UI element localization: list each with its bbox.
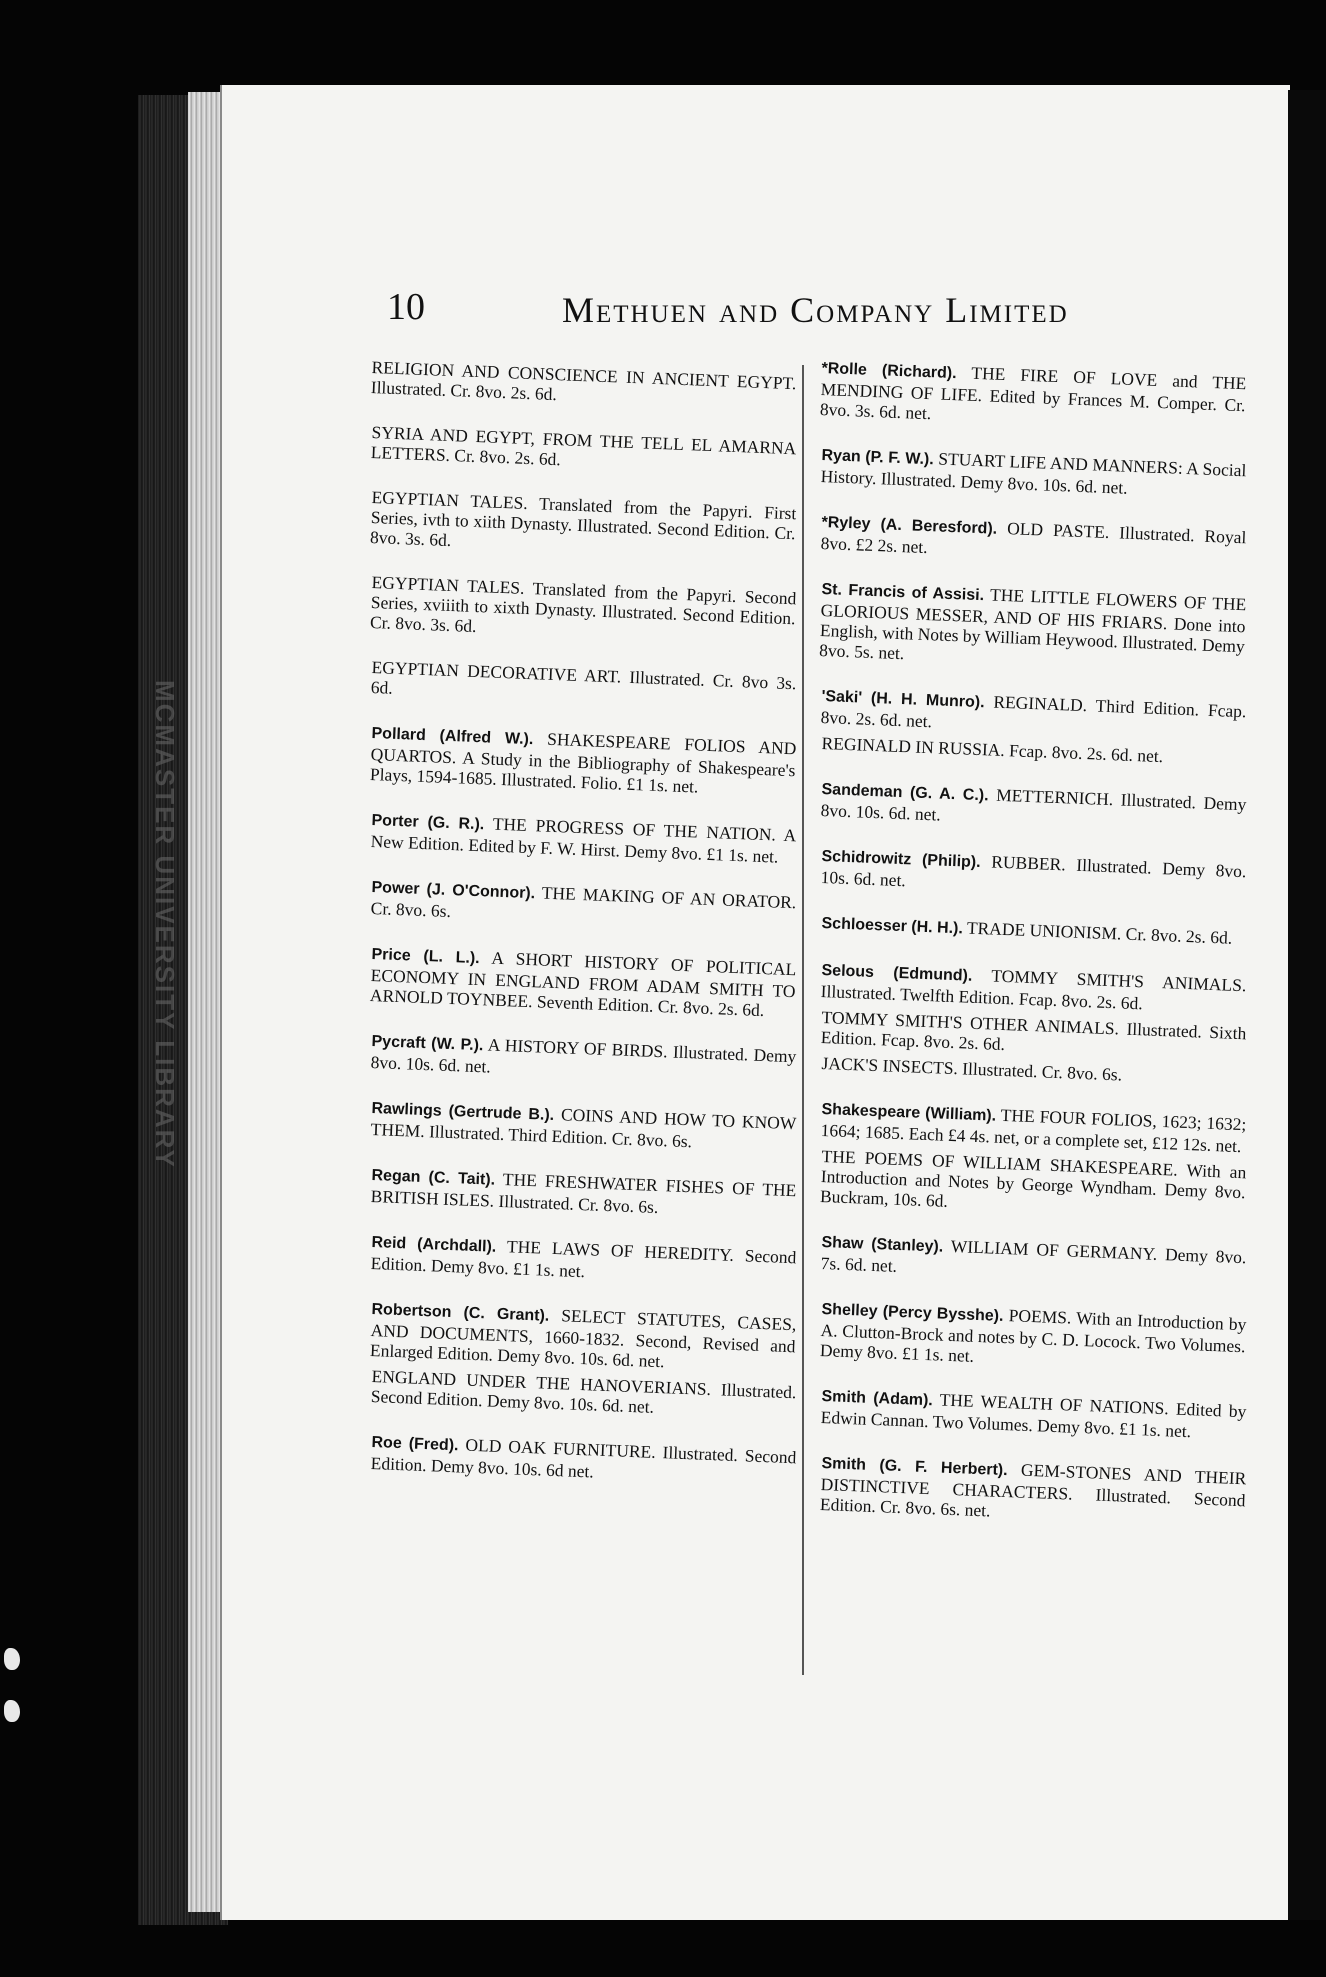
entry-author: Porter (G. R.). xyxy=(371,811,485,834)
catalogue-entry xyxy=(370,422,796,478)
entry-author: 'Saki' (H. H. Munro). xyxy=(821,687,985,712)
catalogue-entry xyxy=(370,1231,796,1289)
entry-text: THE FRESHWATER FISHES OF THE BRITISH ISLES. Illustrated. Cr. 8vo. 6s. xyxy=(370,1169,797,1218)
entry-text: GEM-STONES AND THEIR DISTINCTIVE CHARACTERS. Illustrated. Second Edition. Cr. 8vo. 6s. net. xyxy=(819,1459,1247,1521)
catalogue-entry xyxy=(370,1164,796,1222)
catalogue-entry xyxy=(370,943,797,1021)
catalogue-entry xyxy=(820,1452,1247,1530)
catalogue-entry xyxy=(370,572,797,648)
catalogue-entry xyxy=(370,722,797,800)
entry-author: Reid (Archdall). xyxy=(371,1233,497,1256)
entry-text: SYRIA AND EGYPT, FROM THE TELL EL AMARNA LETTERS. Cr. 8vo. 2s. 6d. xyxy=(370,422,797,470)
catalogue-entry xyxy=(370,1030,796,1088)
entry-text: EGYPTIAN DECORATIVE ART. Illustrated. Cr. 8vo 3s. 6d. xyxy=(370,657,797,698)
entry-author: Schloesser (H. H.). xyxy=(821,914,964,938)
entry-author: Shakespeare (William). xyxy=(821,1100,997,1125)
entry-author: *Ryley (A. Beresford). xyxy=(821,513,998,538)
entry-text: JACK'S INSECTS. Illustrated. Cr. 8vo. 6s. xyxy=(821,1053,1123,1085)
entry-text: RELIGION AND CONSCIENCE IN ANCIENT EGYPT. Illustrated. Cr. 8vo. 2s. 6d. xyxy=(370,357,797,405)
catalogue-entry xyxy=(820,444,1246,502)
entry-text: A SHORT HISTORY OF POLITICAL ECONOMY IN ENGLAND FROM ADAM SMITH TO ARNOLD TOYNBEE. Seventh Edition. Cr. 8vo. 2s. 6d. xyxy=(369,947,797,1021)
book-page xyxy=(220,85,1290,1920)
entry-author: Pollard (Alfred W.). xyxy=(371,724,534,749)
entry-text: TOMMY SMITH'S ANIMALS. Illustrated. Twelfth Edition. Fcap. 8vo. 2s. 6d. xyxy=(820,965,1247,1014)
catalogue-entry xyxy=(370,657,796,713)
entry-author: St. Francis of Assisi. xyxy=(821,580,985,605)
entry-author: Roe (Fred). xyxy=(371,1433,459,1455)
entry-text: OLD OAK FURNITURE. Illustrated. Second Edition. Demy 8vo. 10s. 6d net. xyxy=(370,1434,797,1482)
entry-author: Power (J. O'Connor). xyxy=(371,878,536,903)
entry-text: POEMS. With an Introduction by A. Clutton-Brock and notes by C. D. Locock. Two Volumes. Demy 8vo. £1 1s. net. xyxy=(819,1305,1247,1366)
catalogue-entry xyxy=(820,1298,1247,1376)
catalogue-entry xyxy=(370,809,796,867)
entry-author: Shaw (Stanley). xyxy=(821,1233,944,1256)
entry-text: RUBBER. Illustrated. Demy 8vo. 10s. 6d. net. xyxy=(820,851,1247,891)
catalogue-entry xyxy=(370,487,797,563)
entry-author: Price (L. L.). xyxy=(371,945,480,968)
entry-author: Ryan (P. F. W.). xyxy=(821,446,935,469)
entry-text: REGINALD IN RUSSIA. Fcap. 8vo. 2s. 6d. net. xyxy=(821,733,1164,767)
catalogue-entry xyxy=(819,578,1247,676)
entry-text: SHAKESPEARE FOLIOS AND QUARTOS. A Study in the Bibliography of Shakespeare's Plays, 1594-1685. Illustrated. Folio. £1 1s. net. xyxy=(369,728,797,797)
entry-text: STUART LIFE AND MANNERS: A Social History. Illustrated. Demy 8vo. 10s. 6d. net. xyxy=(820,448,1247,498)
catalogue-entry xyxy=(820,511,1246,569)
catalogue-entry xyxy=(820,778,1246,836)
entry-text: THE MAKING OF AN ORATOR. Cr. 8vo. 6s. xyxy=(370,882,797,922)
entry-text: ENGLAND UNDER THE HANOVERIANS. Illustrated. Second Edition. Demy 8vo. 10s. 6d. net. xyxy=(370,1366,797,1417)
entry-text: THE WEALTH OF NATIONS. Edited by Edwin Cannan. Two Volumes. Demy 8vo. £1 1s. net. xyxy=(820,1389,1247,1442)
running-head: Methuen and Company Limited xyxy=(562,290,1069,330)
entry-text: EGYPTIAN TALES. Translated from the Papyri. First Series, ivth to xiith Dynasty. Illustrated. Second Edition. Cr. 8vo. 3s. 6d. xyxy=(369,487,797,551)
entry-author: Robertson (C. Grant). xyxy=(371,1300,550,1325)
entry-text: REGINALD. Third Edition. Fcap. 8vo. 2s. 6d. net. xyxy=(820,691,1247,732)
entry-text: THE FOUR FOLIOS, 1623; 1632; 1664; 1685. Each £4 4s. net, or a complete set, £12 12s. net. xyxy=(820,1104,1247,1157)
left-column xyxy=(369,357,797,1498)
entry-author: Smith (Adam). xyxy=(821,1387,934,1410)
entry-text: THE PROGRESS OF THE NATION. A New Edition. Edited by F. W. Hirst. Demy 8vo. £1 1s. net. xyxy=(370,813,797,867)
paper-tab-mark xyxy=(4,1648,20,1670)
entry-text: THE FIRE OF LOVE and THE MENDING OF LIFE. Edited by Frances M. Comper. Cr. 8vo. 3s. 6d. net. xyxy=(819,362,1247,424)
catalogue-entry xyxy=(820,1385,1246,1443)
entry-text: OLD PASTE. Illustrated. Royal 8vo. £2 2s. net. xyxy=(820,518,1247,558)
entry-author: Schidrowitz (Philip). xyxy=(821,847,981,872)
entry-text: THE LITTLE FLOWERS OF THE GLORIOUS MESSER, AND OF HIS FRIARS. Done into English, with Notes by William Heywood. Illustrated. Demy 8vo. 5s. net. xyxy=(818,584,1247,664)
entry-text: EGYPTIAN TALES. Translated from the Papyri. Second Series, xviiith to xixth Dynasty. Illustrated. Second Edition. Cr. 8vo. 3s. 6d. xyxy=(369,572,797,637)
catalogue-entry xyxy=(370,1097,796,1155)
entry-author: Sandeman (G. A. C.). xyxy=(821,780,989,805)
catalogue-entry xyxy=(370,357,796,413)
entry-author: Regan (C. Tait). xyxy=(371,1166,496,1189)
catalogue-entry xyxy=(370,876,796,934)
entry-author: Selous (Edmund). xyxy=(821,961,973,985)
entry-text: METTERNICH. Illustrated. Demy 8vo. 10s. 6d. net. xyxy=(820,784,1247,825)
catalogue-entry xyxy=(820,1231,1246,1289)
catalogue-entry xyxy=(821,912,1247,950)
entry-author: Rawlings (Gertrude B.). xyxy=(371,1099,555,1124)
paper-tab-mark xyxy=(4,1700,20,1722)
catalogue-entry xyxy=(820,1146,1247,1222)
library-stamp: MCMASTER UNIVERSITY LIBRARY xyxy=(150,680,180,1169)
entry-text: TOMMY SMITH'S OTHER ANIMALS. Illustrated. Sixth Edition. Fcap. 8vo. 2s. 6d. xyxy=(820,1007,1247,1055)
right-column xyxy=(818,357,1247,1539)
catalogue-entry xyxy=(370,1431,796,1489)
page-number: 10 xyxy=(387,286,425,328)
column-divider xyxy=(802,365,804,1675)
entry-text: THE LAWS OF HEREDITY. Second Edition. Demy 8vo. £1 1s. net. xyxy=(370,1236,797,1282)
entry-author: *Rolle (Richard). xyxy=(821,359,957,383)
entry-text: A HISTORY OF BIRDS. Illustrated. Demy 8vo. 10s. 6d. net. xyxy=(370,1034,797,1077)
entry-text: TRADE UNIONISM. Cr. 8vo. 2s. 6d. xyxy=(966,917,1233,948)
page-shadow xyxy=(1288,90,1326,1920)
entry-text: SELECT STATUTES, CASES, AND DOCUMENTS, 1660-1832. Second, Revised and Enlarged Edition. Demy 8vo. 10s. 6d. net. xyxy=(369,1305,797,1372)
catalogue-entry xyxy=(370,1366,796,1422)
entry-author: Shelley (Percy Bysshe). xyxy=(821,1300,1004,1325)
catalogue-entry xyxy=(820,845,1246,903)
entry-author: Smith (G. F. Herbert). xyxy=(821,1454,1008,1480)
entry-text: COINS AND HOW TO KNOW THEM. Illustrated. Third Edition. Cr. 8vo. 6s. xyxy=(370,1104,797,1152)
entry-text: WILLIAM OF GERMANY. Demy 8vo. 7s. 6d. net. xyxy=(820,1235,1247,1276)
catalogue-entry xyxy=(820,357,1247,435)
entry-text: THE POEMS OF WILLIAM SHAKESPEARE. With an Introduction and Notes by George Wyndham. Demy 8vo. Buckram, 10s. 6d. xyxy=(819,1146,1247,1211)
page-header xyxy=(222,285,1290,345)
entry-author: Pycraft (W. P.). xyxy=(371,1032,484,1055)
catalogue-entry xyxy=(370,1298,797,1376)
